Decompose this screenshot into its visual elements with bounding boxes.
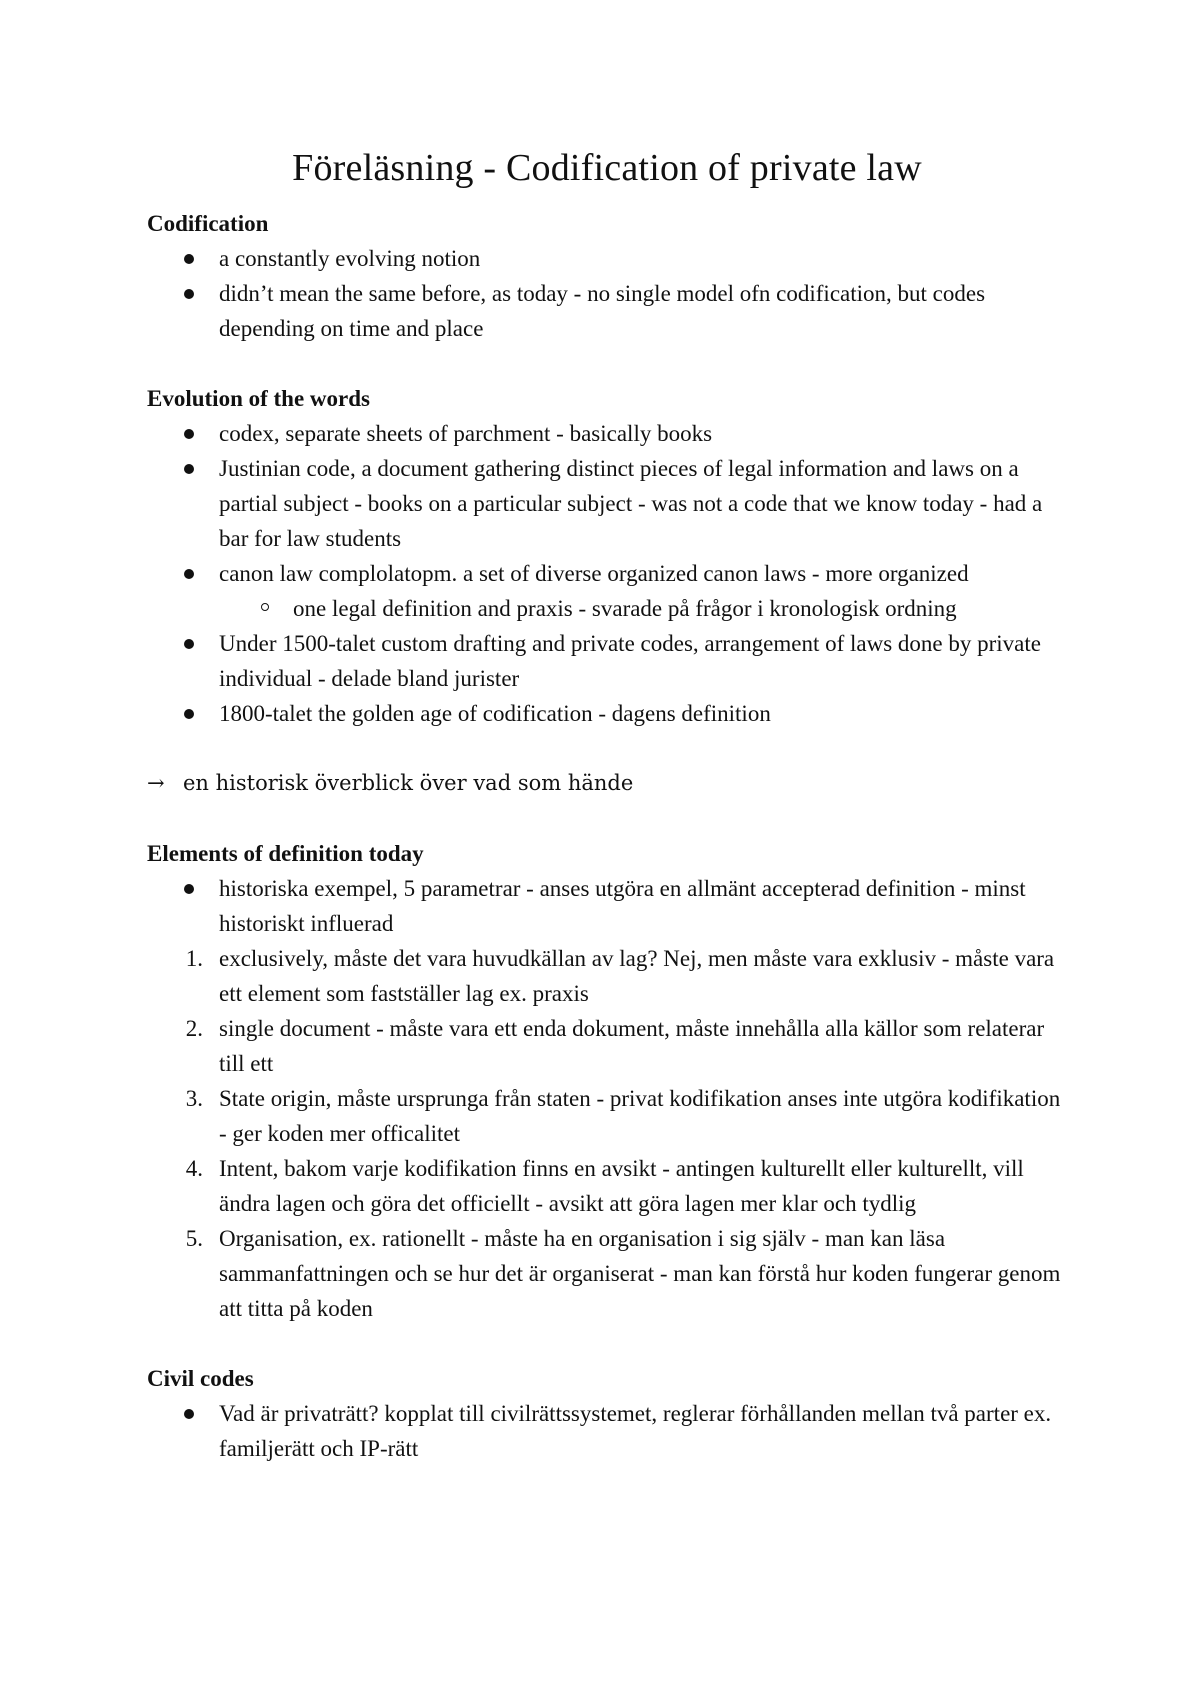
list-item-text: a constantly evolving notion [219, 246, 481, 271]
list-item [147, 416, 1067, 451]
list-item-text: Organisation, ex. rationellt - måste ha en organisation i sig själv - man kan läsa sammanfattningen och se hur det är organiserat - man kan förstå hur koden fungerar genom att titta på koden [219, 1226, 1061, 1321]
list-item [147, 241, 1067, 276]
list-item-text: Justinian code, a document gathering distinct pieces of legal information and laws on a partial subject - books on a particular subject - was not a code that we know today - had a bar for law students [219, 456, 1043, 551]
list-item-text: 1800-talet the golden age of codification - dagens definition [219, 701, 771, 726]
list-item-text: exclusively, måste det vara huvudkällan av lag? Nej, men måste vara exklusiv - måste vara ett element som fastställer lag ex. praxis [219, 946, 1055, 1006]
bullet-list [147, 1396, 1067, 1466]
numbered-item [147, 941, 1067, 1011]
arrow-note-text: en historisk överblick över vad som hände [183, 771, 634, 795]
list-item [147, 696, 1067, 731]
item-number: 2. [185, 1016, 203, 1041]
bullet-list [147, 241, 1067, 346]
list-item-text: historiska exempel, 5 parametrar - anses utgöra en allmänt accepterad definition - minst historiskt influerad [219, 876, 1026, 936]
list-item-text: didn’t mean the same before, as today - no single model ofn codification, but codes depending on time and place [219, 281, 986, 341]
item-number: 4. [185, 1156, 203, 1181]
list-item-text: Under 1500-talet custom drafting and private codes, arrangement of laws done by private individual - delade bland jurister [219, 631, 1041, 691]
list-item-text: Intent, bakom varje kodifikation finns en avsikt - antingen kulturellt eller kulturellt, vill ändra lagen och göra det officiellt - avsikt att göra lagen mer klar och tydlig [219, 1156, 1024, 1216]
section-codification [147, 206, 1067, 346]
numbered-item [147, 1011, 1067, 1081]
section-heading: Civil codes [147, 1366, 254, 1391]
bullet-list [147, 416, 1067, 731]
item-number: 3. [185, 1086, 203, 1111]
list-item [147, 871, 1067, 941]
section-elements [147, 836, 1067, 1326]
sub-list-item [147, 591, 1067, 626]
numbered-item [147, 1221, 1067, 1326]
item-number: 5. [185, 1226, 203, 1251]
arrow-note [147, 766, 1067, 801]
section-heading: Evolution of the words [147, 386, 370, 411]
section-evolution [147, 381, 1067, 731]
list-item [147, 626, 1067, 696]
list-item-text: State origin, måste ursprunga från staten - privat kodifikation anses inte utgöra kodifikation - ger koden mer officalitet [219, 1086, 1061, 1146]
section-civil-codes [147, 1361, 1067, 1466]
list-item [147, 556, 1067, 591]
list-item [147, 451, 1067, 556]
list-item-text: single document - måste vara ett enda dokument, måste innehålla alla källor som relaterar till ett [219, 1016, 1045, 1076]
list-item-text: one legal definition and praxis - svarade på frågor i kronologisk ordning [293, 596, 957, 621]
section-heading: Elements of definition today [147, 841, 424, 866]
item-number: 1. [185, 946, 203, 971]
list-item-text: canon law complolatopm. a set of diverse organized canon laws - more organized [219, 561, 969, 586]
list-item-text: Vad är privaträtt? kopplat till civilrättssystemet, reglerar förhållanden mellan två parter ex. familjerätt och IP-rätt [219, 1401, 1052, 1461]
numbered-item [147, 1151, 1067, 1221]
list-item [147, 276, 1067, 346]
page-title: Föreläsning - Codification of private law [292, 147, 922, 189]
list-item [147, 1396, 1067, 1466]
list-item-text: codex, separate sheets of parchment - basically books [219, 421, 713, 446]
numbered-list [147, 941, 1067, 1326]
bullet-list [147, 871, 1067, 941]
document-page [147, 140, 1067, 1501]
numbered-item [147, 1081, 1067, 1151]
section-heading: Codification [147, 211, 269, 236]
arrow-icon: → [147, 771, 165, 795]
